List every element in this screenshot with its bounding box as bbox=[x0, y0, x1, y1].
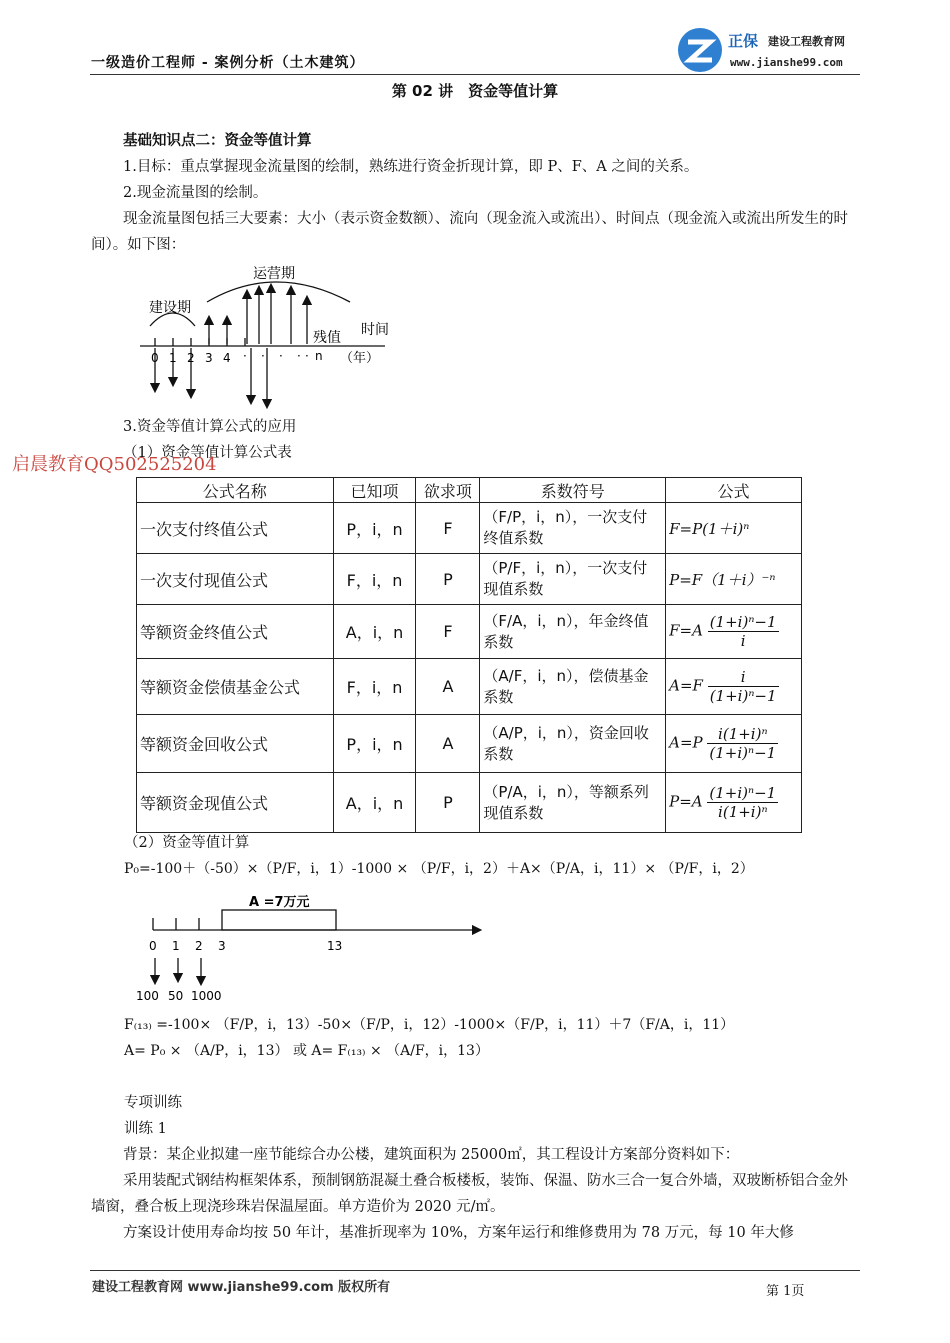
header-divider bbox=[90, 74, 860, 75]
row-coef: （A/F，i，n），偿债基金系数 bbox=[480, 659, 666, 715]
tick-2: 2 bbox=[195, 939, 203, 953]
numerator: i bbox=[708, 668, 779, 687]
tick-dot-2: · bbox=[261, 349, 265, 363]
row-name: 一次支付现值公式 bbox=[137, 554, 334, 605]
tick-1: 1 bbox=[169, 351, 177, 365]
tick-dot-4: · bbox=[297, 349, 301, 363]
denominator: i(1+i)ⁿ bbox=[718, 803, 768, 821]
formula-prefix: A=F bbox=[669, 676, 703, 695]
row-formula bbox=[666, 773, 802, 833]
row-formula bbox=[666, 715, 802, 773]
operation-arc bbox=[207, 282, 350, 302]
footer-divider bbox=[90, 1270, 860, 1271]
tick-1: 1 bbox=[172, 939, 180, 953]
table-row bbox=[137, 659, 802, 715]
header-name: 公式名称 bbox=[137, 478, 334, 503]
operation-label: 运营期 bbox=[253, 266, 295, 282]
paragraph-application: 3.资金等值计算公式的应用 bbox=[123, 419, 297, 435]
table-row bbox=[137, 773, 802, 833]
paragraph-elements: 现金流量图包括三大要素：大小（表示资金数额）、流向（现金流入或流出）、时间点（现金流入或流出所发生的时间）。如下图： bbox=[91, 211, 848, 253]
annuity-diagram bbox=[135, 888, 485, 1008]
tick-13: 13 bbox=[327, 939, 343, 953]
denominator: i bbox=[740, 632, 746, 650]
paragraph-calc-title: （2）资金等值计算 bbox=[124, 835, 250, 851]
header-known: 已知项 bbox=[333, 478, 416, 503]
numerator: (1+i)ⁿ−1 bbox=[709, 784, 777, 802]
row-name: 等额资金终值公式 bbox=[137, 605, 334, 659]
formula-prefix: A=P bbox=[669, 733, 703, 752]
course-header: 一级造价工程师 - 案例分析（土木建筑） bbox=[91, 55, 365, 71]
row-known: P，i，n bbox=[333, 715, 416, 773]
row-known: P，i，n bbox=[333, 503, 416, 554]
cashflow-diagram bbox=[135, 262, 395, 412]
row-seek: A bbox=[416, 659, 480, 715]
row-known: F，i，n bbox=[333, 554, 416, 605]
header-coef: 系数符号 bbox=[480, 478, 666, 503]
table-row bbox=[137, 605, 802, 659]
annuity-box bbox=[222, 910, 336, 930]
row-coef: （P/F，i，n），一次支付现值系数 bbox=[480, 554, 666, 605]
row-name: 等额资金回收公式 bbox=[137, 715, 334, 773]
paragraph-cashflow: 2.现金流量图的绘制。 bbox=[123, 185, 268, 201]
row-name: 等额资金现值公式 bbox=[137, 773, 334, 833]
footer-copyright: 建设工程教育网 www.jianshe99.com 版权所有 bbox=[92, 1280, 391, 1295]
logo-url: www.jianshe99.com bbox=[730, 56, 843, 69]
outflow-1: 50 bbox=[168, 989, 184, 1003]
row-known: F，i，n bbox=[333, 659, 416, 715]
row-name: 等额资金偿债基金公式 bbox=[137, 659, 334, 715]
tick-dot-3: · bbox=[279, 349, 283, 363]
time-label: 时间 bbox=[361, 322, 389, 338]
residual-label: 残值 bbox=[313, 330, 341, 346]
paragraph-table-title: （1）资金等值计算公式表 bbox=[123, 445, 292, 461]
table-row bbox=[137, 503, 802, 554]
denominator: (1+i)ⁿ−1 bbox=[709, 744, 777, 762]
header-seek: 欲求项 bbox=[416, 478, 480, 503]
paragraph-goal: 1.目标：重点掌握现金流量图的绘制，熟练进行资金折现计算，即 P、F、A 之间的关系。 bbox=[123, 159, 699, 175]
formula-prefix: P=A bbox=[669, 792, 703, 811]
tick-3: 3 bbox=[218, 939, 226, 953]
formula-fraction bbox=[707, 784, 778, 821]
equation-f13: F₍₁₃₎ =-100× （F/P，i，13）-50×（F/P，i，12）-1000×（F/P，i，11）＋7（F/A，i，11） bbox=[124, 1017, 735, 1033]
watermark-text: 启晨教育QQ502525204 bbox=[12, 454, 217, 475]
row-coef: （P/A，i，n），等额系列现值系数 bbox=[480, 773, 666, 833]
row-coef: （F/P，i，n），一次支付终值系数 bbox=[480, 503, 666, 554]
tick-0: 0 bbox=[151, 351, 159, 365]
tick-dot-1: · bbox=[243, 349, 247, 363]
equation-p0: P₀=-100＋（-50）×（P/F，i，1）-1000 × （P/F，i，2）＋A×（P/A，i，11）× （P/F，i，2） bbox=[124, 861, 754, 877]
row-seek: P bbox=[416, 773, 480, 833]
row-seek: F bbox=[416, 503, 480, 554]
row-seek: F bbox=[416, 605, 480, 659]
header-formula: 公式 bbox=[666, 478, 802, 503]
construction-label: 建设期 bbox=[149, 300, 191, 316]
row-known: A，i，n bbox=[333, 773, 416, 833]
outflow-2: 1000 bbox=[191, 989, 222, 1003]
year-label: （年） bbox=[340, 351, 380, 366]
tick-2: 2 bbox=[187, 351, 195, 365]
table-row bbox=[137, 715, 802, 773]
training-1: 训练 1 bbox=[124, 1121, 167, 1137]
background-1: 背景：某企业拟建一座节能综合办公楼，建筑面积为 25000㎡，其工程设计方案部分资料如下： bbox=[123, 1147, 740, 1163]
row-seek: P bbox=[416, 554, 480, 605]
annuity-label: A =7万元 bbox=[249, 895, 310, 910]
row-name: 一次支付终值公式 bbox=[137, 503, 334, 554]
row-formula: P=F（1＋i）⁻ⁿ bbox=[666, 554, 802, 605]
numerator: i(1+i)ⁿ bbox=[707, 725, 778, 744]
tick-dot-5: · bbox=[305, 349, 309, 363]
table-row bbox=[137, 554, 802, 605]
training-title: 专项训练 bbox=[124, 1095, 182, 1111]
denominator: (1+i)ⁿ−1 bbox=[709, 687, 777, 705]
outflow-0: 100 bbox=[136, 989, 159, 1003]
tick-4: 4 bbox=[223, 351, 231, 365]
table-header-row bbox=[137, 478, 802, 503]
formula-fraction bbox=[708, 613, 779, 650]
formula-table bbox=[136, 477, 802, 833]
tick-n: n bbox=[315, 349, 323, 363]
logo-subtitle: 建设工程教育网 bbox=[768, 35, 845, 48]
row-known: A，i，n bbox=[333, 605, 416, 659]
row-coef: （A/P，i，n），资金回收系数 bbox=[480, 715, 666, 773]
page-number: 第 1页 bbox=[766, 1284, 805, 1299]
row-formula: F=P(1＋i)ⁿ bbox=[666, 503, 802, 554]
formula-fraction bbox=[707, 725, 778, 762]
row-formula bbox=[666, 659, 802, 715]
row-seek: A bbox=[416, 715, 480, 773]
formula-fraction bbox=[708, 668, 779, 705]
background-3: 方案设计使用寿命均按 50 年计，基准折现率为 10%，方案年运行和维修费用为 78 万元，每 10 年大修 bbox=[123, 1225, 794, 1241]
row-formula bbox=[666, 605, 802, 659]
tick-3: 3 bbox=[205, 351, 213, 365]
logo-name: 正保 bbox=[728, 32, 759, 50]
background-2: 采用装配式钢结构框架体系，预制钢筋混凝土叠合板楼板，装饰、保温、防水三合一复合外墙，双玻断桥铝合金外墙窗，叠合板上现浇珍珠岩保温屋面。单方造价为 2020 元/㎡。 bbox=[91, 1173, 848, 1215]
tick-0: 0 bbox=[149, 939, 157, 953]
row-coef: （F/A，i，n），年金终值系数 bbox=[480, 605, 666, 659]
formula-prefix: F=A bbox=[669, 621, 703, 640]
equation-a: A= P₀ × （A/P，i，13） 或 A= F₍₁₃₎ × （A/F，i，13） bbox=[124, 1043, 489, 1059]
lecture-title: 第 02 讲 资金等值计算 bbox=[391, 82, 559, 100]
section-title: 基础知识点二：资金等值计算 bbox=[123, 133, 312, 149]
numerator: (1+i)ⁿ−1 bbox=[709, 613, 777, 631]
